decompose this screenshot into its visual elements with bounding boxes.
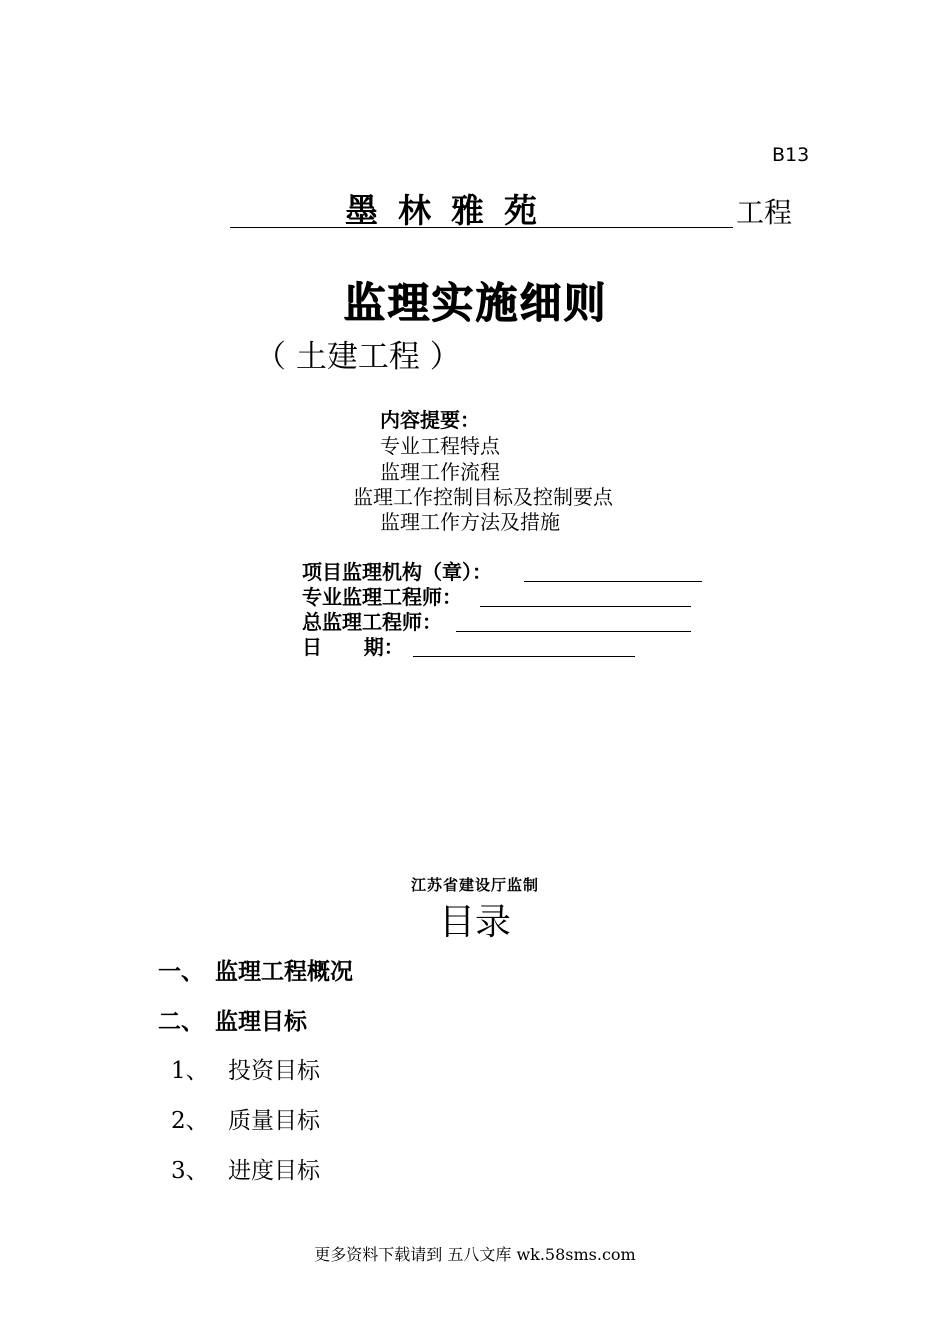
issuer-label: 江苏省建设厅监制: [410, 876, 539, 894]
chief-engineer-blank: [456, 631, 691, 632]
summary-item: 监理工作流程: [380, 460, 500, 484]
org-seal-blank: [524, 581, 702, 582]
project-name-underline: [230, 227, 733, 228]
specialist-engineer-label: 专业监理工程师：: [302, 585, 462, 609]
toc-subsection-number: 2、: [171, 1108, 209, 1134]
summary-heading: 内容提要：: [380, 408, 480, 432]
org-seal-label: 项目监理机构（章）：: [302, 560, 492, 584]
specialist-engineer-blank: [480, 606, 691, 607]
project-suffix: 工程: [736, 196, 793, 229]
date-label: 日 期：: [302, 635, 404, 659]
document-title: 监理实施细则: [342, 278, 607, 327]
footer-note: 更多资料下载请到 五八文库 wk.58sms.com: [314, 1245, 636, 1264]
summary-item: 监理工作控制目标及控制要点: [353, 485, 613, 509]
date-blank: [413, 656, 635, 657]
toc-title: 目录: [438, 902, 511, 943]
form-code: B13: [772, 144, 810, 166]
toc-subsection-label: 投资目标: [228, 1058, 320, 1084]
toc-subsection-label: 质量目标: [228, 1108, 320, 1134]
toc-section-number: 二、: [158, 1009, 204, 1035]
toc-subsection-label: 进度目标: [228, 1158, 320, 1184]
project-name: 墨林雅苑: [345, 191, 557, 230]
toc-subsection-number: 1、: [171, 1058, 209, 1084]
toc-subsection-number: 3、: [171, 1158, 209, 1184]
summary-item: 监理工作方法及措施: [380, 510, 560, 534]
discipline-label: （ 土建工程 ）: [255, 339, 461, 375]
chief-engineer-label: 总监理工程师：: [302, 610, 442, 634]
toc-section-label: 监理工程概况: [215, 959, 353, 985]
summary-item: 专业工程特点: [380, 434, 500, 458]
toc-section-label: 监理目标: [215, 1009, 307, 1035]
toc-section-number: 一、: [158, 959, 204, 985]
